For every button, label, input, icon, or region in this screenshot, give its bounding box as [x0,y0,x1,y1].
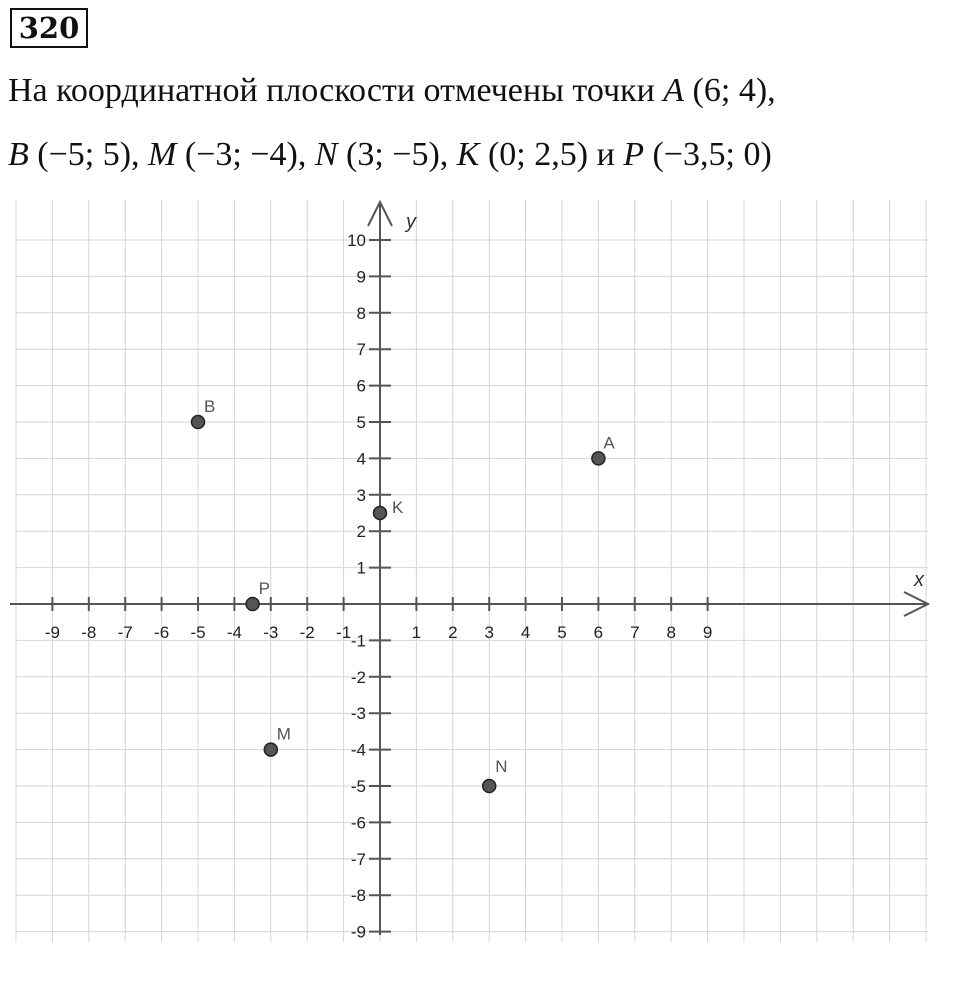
problem-text-line-2 [8,136,772,174]
point-label-n: N [495,757,508,776]
point-name-k: K [456,136,480,173]
x-tick-label: 6 [593,623,604,642]
x-tick-label: 7 [630,623,640,642]
x-tick-label: -6 [154,623,170,642]
axes [10,202,928,935]
x-tick-label: 1 [411,623,422,642]
x-tick-label: 3 [484,623,494,642]
y-tick-label: 6 [356,376,366,396]
point-name-n: N [314,136,338,173]
y-tick-label: -9 [350,922,366,942]
x-tick-label: -3 [263,623,279,642]
conjunction-and: и [596,136,615,173]
point-coord-m: (−3; −4), [184,136,307,173]
point-a [592,452,605,465]
points [192,397,616,793]
y-tick-label: 9 [356,267,366,287]
x-tick-label: 4 [520,623,531,642]
y-tick-label: 10 [347,231,366,250]
y-tick-label: -7 [350,849,366,869]
point-name-a: A [663,72,685,109]
point-coord-k: (0; 2,5) [487,136,589,173]
y-tick-label: 1 [356,558,366,578]
x-tick-label: -9 [44,623,60,642]
x-tick-label: 5 [557,623,567,642]
point-coord-b: (−5; 5), [37,136,140,173]
x-tick-label: 2 [448,623,458,642]
y-tick-label: 2 [356,522,366,542]
point-coord-p: (−3,5; 0) [652,136,772,173]
point-name-p: P [623,136,645,173]
x-axis-label: x [914,569,924,591]
y-tick-label: 8 [356,303,366,323]
y-tick-label: 5 [356,413,366,432]
point-label-p: P [258,579,270,598]
point-m [264,743,277,756]
point-b [192,416,205,429]
point-label-m: M [276,724,291,744]
ticks [45,231,712,942]
problem-number: 320 [10,8,88,48]
point-name-b: B [8,136,29,173]
x-tick-label: -2 [299,623,315,642]
y-tick-label: -3 [350,704,366,724]
point-name-m: M [148,136,177,173]
point-label-k: K [392,498,404,517]
x-tick-label: -5 [190,623,206,642]
y-tick-label: -6 [350,813,366,833]
point-p [246,598,259,611]
y-tick-label: -2 [350,667,366,687]
y-tick-label: 7 [356,340,366,360]
point-label-b: B [204,397,216,416]
x-tick-label: -7 [117,623,133,642]
y-tick-label: -5 [350,777,366,796]
x-tick-label: -1 [336,623,352,642]
y-axis-label: y [406,211,416,233]
x-tick-label: -4 [226,623,242,642]
y-tick-label: -8 [350,886,366,906]
point-coord-n: (3; −5), [346,136,449,173]
coordinate-plane [0,190,960,950]
point-k [374,507,387,520]
x-tick-label: -8 [81,623,97,642]
point-label-a: A [603,433,615,453]
point-coord-a: (6; 4), [692,72,776,109]
problem-text-line-1 [8,72,776,110]
y-tick-label: 4 [356,449,366,469]
x-tick-label: 8 [666,623,676,642]
y-tick-label: 3 [356,485,366,505]
x-tick-label: 9 [702,623,713,642]
y-tick-label: -1 [350,631,366,651]
y-tick-label: -4 [350,740,366,760]
point-n [483,780,496,793]
grid [16,200,928,942]
problem-intro: На координатной плоскости отмечены точки [8,72,655,109]
